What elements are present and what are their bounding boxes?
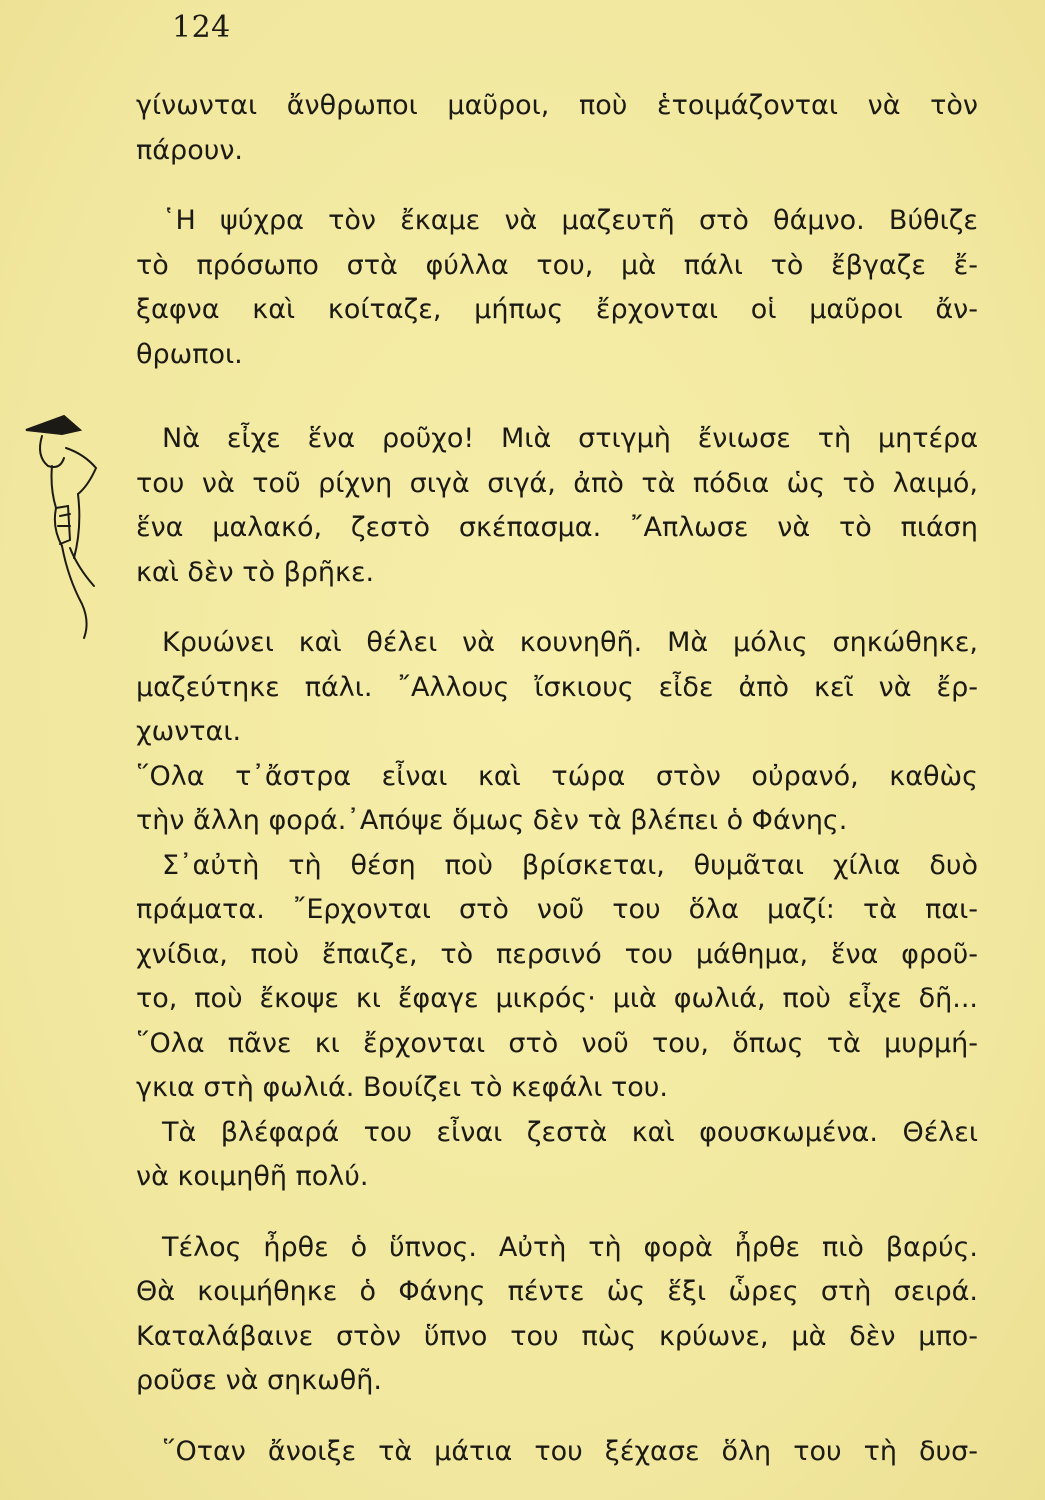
text-line: θρωποι. [136,338,243,370]
text-line: Σ᾿αὐτὴ τὴ θέση ποὺ βρίσκεται, θυμᾶται χίλια δυὸ [162,849,978,881]
paragraph [136,84,978,173]
text-line: τὸ πρόσωπο στὰ φύλλα του, μὰ πάλι τὸ ἔβγαζε ἔ- [136,249,978,281]
text-line: Τέλος ἦρθε ὁ ὕπνος. Αὐτὴ τὴ φορὰ ἦρθε πιὸ βαρύς. [162,1231,978,1263]
text-line: πάρουν. [136,134,243,166]
text-line: Κρυώνει καὶ θέλει νὰ κουνηθῆ. Μὰ μόλις σηκώθηκε, [162,627,978,658]
text-line: του νὰ τοῦ ρίχνη σιγὰ σιγά, ἀπὸ τὰ πόδια ὡς τὸ λαιμό, [136,467,978,499]
paragraph [136,417,978,595]
paragraph [136,844,978,1111]
text-line: Νὰ εἶχε ἕνα ροῦχο! Μιὰ στιγμὴ ἔνιωσε τὴ μητέρα [162,423,978,454]
text-line: νὰ κοιμηθῆ πολύ. [136,1161,369,1192]
text-line: Τὰ βλέφαρά του εἶναι ζεστὰ καὶ φουσκωμένα. Θέλει [162,1116,978,1148]
text-line: ῾Η ψύχρα τὸν ἔκαμε νὰ μαζευτῆ στὸ θάμνο. Βύθιζε [162,205,978,236]
text-line: Θὰ κοιμήθηκε ὁ Φάνης πέντε ὡς ἕξι ὧρες στὴ σειρά. [136,1276,978,1307]
text-line: ἕνα μαλακό, ζεστὸ σκέπασμα. ῎Απλωσε νὰ τὸ πιάση [136,512,978,543]
text-line: ῞Ολα πᾶνε κι ἔρχονται στὸ νοῦ του, ὅπως τὰ μυρμή- [136,1027,978,1059]
text-line: ροῦσε νὰ σηκωθῆ. [136,1365,382,1396]
text-line: Καταλάβαινε στὸν ὕπνο του πὼς κρύωνε, μὰ δὲν μπο- [136,1320,978,1352]
text-line: μαζεύτηκε πάλι. ῎Αλλους ἴσκιους εἶδε ἀπὸ κεῖ νὰ ἔρ- [136,671,978,703]
text-line: καὶ δὲν τὸ βρῆκε. [136,556,375,588]
text-line: πράματα. ῎Ερχονται στὸ νοῦ του ὅλα μαζί: τὰ παι- [136,894,978,925]
boy-sketch-icon [22,408,112,643]
text-line: ξαφνα καὶ κοίταζε, μήπως ἔρχονται οἱ μαῦροι ἄν- [136,294,978,325]
text-line: χωνται. [136,716,242,747]
paragraph [136,199,978,377]
text-line: γίνωνται ἄνθρωποι μαῦροι, ποὺ ἑτοιμάζονται νὰ τὸν [136,90,978,121]
text-line: τὴν ἄλλη φορά.᾿Απόψε ὅμως δὲν τὰ βλέπει ὁ Φάνης. [136,805,848,836]
text-line: ῞Οταν ἄνοιξε τὰ μάτια του ξέχασε ὅλη του τὴ δυσ- [162,1435,978,1467]
paragraph [136,755,978,844]
paragraph [136,1111,978,1200]
paragraph [136,1226,978,1404]
text-line: γκια στὴ φωλιά. Βουίζει τὸ κεφάλι του. [136,1072,668,1103]
body-text [136,84,978,1474]
text-line: ῞Ολα τ᾿ἄστρα εἶναι καὶ τώρα στὸν οὐρανό, καθὼς [136,760,978,792]
text-line: το, ποὺ ἔκοψε κι ἔφαγε μικρός· μιὰ φωλιά, ποὺ εἶχε δῆ... [136,983,978,1014]
page-number: 124 [172,10,231,45]
paragraph [136,1430,978,1475]
paragraph [136,621,978,755]
text-line: χνίδια, ποὺ ἔπαιζε, τὸ περσινό του μάθημα, ἕνα φροῦ- [136,938,978,970]
